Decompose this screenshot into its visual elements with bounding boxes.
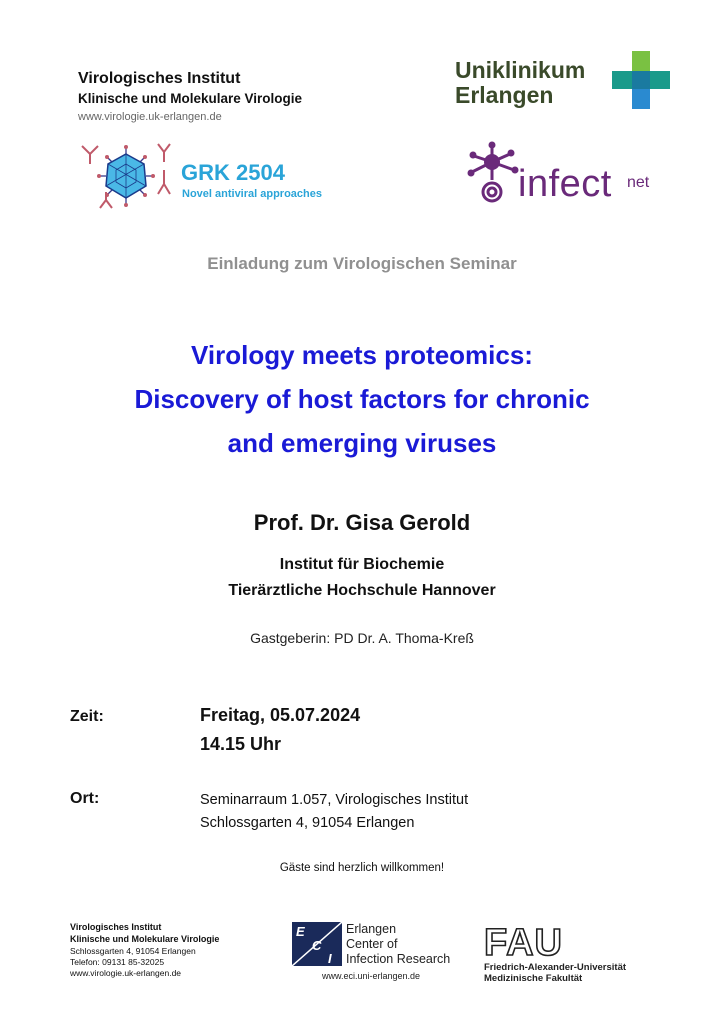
talk-title-line: Virology meets proteomics: (191, 340, 533, 370)
eci-letter-i: I (328, 951, 332, 966)
event-time: 14.15 Uhr (200, 734, 282, 754)
time-label: Zeit: (70, 708, 104, 725)
footer-url[interactable]: www.virologie.uk-erlangen.de (70, 968, 182, 978)
welcome-note: Gäste sind herzlich willkommen! (279, 862, 445, 874)
grk-virus-antibody-icon (78, 140, 176, 214)
uniklinikum-line1: Uniklinikum (455, 57, 586, 83)
event-date: Freitag, 05.07.2024 (200, 705, 361, 725)
eci-line1: Erlangen (346, 922, 397, 936)
fau-logo-icon (484, 924, 576, 958)
uniklinikum-cross-icon (612, 51, 670, 109)
footer-institute-subtitle: Klinische und Molekulare Virologie (70, 934, 220, 944)
eci-name (346, 922, 450, 967)
host-line: Gastgeberin: PD Dr. A. Thoma-Kreß (250, 630, 474, 646)
grk-subtitle: Novel antiviral approaches (182, 188, 322, 200)
infect-logo-text: infect (518, 163, 612, 205)
footer-institute-title: Virologisches Institut (70, 922, 162, 932)
infect-net-logo-icon (462, 140, 522, 205)
fau-faculty-name: Medizinische Fakultät (484, 973, 583, 984)
footer-address: Schlossgarten 4, 91054 Erlangen (70, 946, 196, 956)
place-address: Schlossgarten 4, 91054 Erlangen (200, 815, 415, 831)
institute-url[interactable]: www.virologie.uk-erlangen.de (78, 111, 222, 123)
eci-letter-e: E (296, 924, 305, 939)
talk-title-line: Discovery of host factors for chronic (134, 384, 590, 414)
uniklinikum-line2: Erlangen (455, 82, 554, 108)
footer-phone: Telefon: 09131 85-32025 (70, 957, 165, 967)
eci-line3: Infection Research (346, 952, 451, 966)
eci-letter-c: C (312, 938, 322, 953)
speaker-affiliation-school: Tierärztliche Hochschule Hannover (228, 582, 496, 599)
infect-net-text: net (627, 174, 650, 191)
eci-logo-icon (292, 922, 342, 966)
uniklinikum-logo-text (455, 58, 585, 108)
fau-logo-text: FAU (484, 924, 563, 958)
place-label: Ort: (70, 790, 100, 807)
fau-university-name: Friedrich-Alexander-Universität (484, 962, 627, 973)
talk-title (60, 333, 664, 465)
grk-title: GRK 2504 (181, 160, 285, 185)
talk-title-line: and emerging viruses (227, 428, 497, 458)
institute-subtitle: Klinische und Molekulare Virologie (78, 91, 303, 106)
speaker-name: Prof. Dr. Gisa Gerold (253, 510, 471, 535)
speaker-affiliation-institute: Institut für Biochemie (279, 556, 445, 573)
eci-line2: Center of (346, 937, 398, 951)
institute-title: Virologisches Institut (78, 70, 241, 87)
place-room: Seminarraum 1.057, Virologisches Institut (200, 792, 469, 808)
eci-url[interactable]: www.eci.uni-erlangen.de (322, 971, 421, 981)
invitation-heading: Einladung zum Virologischen Seminar (207, 254, 517, 273)
